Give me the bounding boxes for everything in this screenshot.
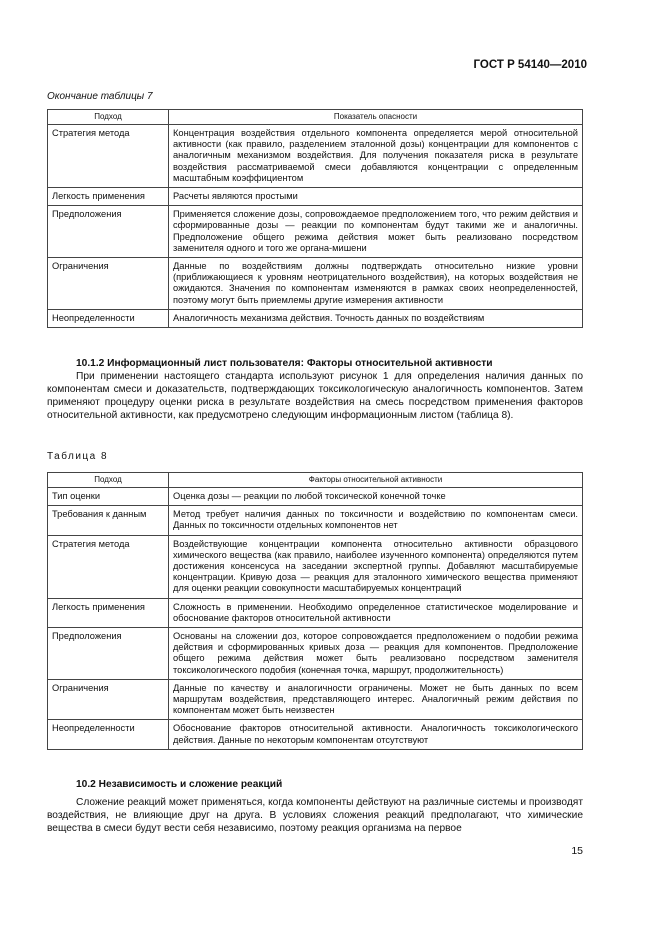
section-10-2 [47,778,583,835]
table8-caption: Таблица 8 [47,451,109,462]
table7-caption: Окончание таблицы 7 [47,91,153,102]
table-cell: Воздействующие концентрации компонента относительно активности образцового химического вещества (как правило, наиболее изученного компонента) определяются путем достижения консенсуса на заседании экспертной группы. Добавляют масштабируемые концентрации. Кривую доза — реакция для эталонного химического вещества применяют для оценки реакции совокупности масштабируемых концентраций [169,535,583,598]
table-cell: Аналогичность механизма действия. Точность данных по воздействиям [169,309,583,327]
table-cell: Ограничения [48,258,169,310]
table-row [48,488,583,506]
table-row [48,720,583,749]
table7 [47,109,583,328]
table8 [47,472,583,750]
table-row [48,535,583,598]
table-cell: Неопределенности [48,309,169,327]
table-cell: Применяется сложение дозы, сопровождаемое предположением того, что режим действия и сформированные дозы — реакции по компонентам будут такими же и аналогичны. Предположение общего режима действия может быть реализовано посредством заменителя одного и того же органа-мишени [169,206,583,258]
table-cell: Расчеты являются простыми [169,188,583,206]
table-row [48,598,583,627]
table-cell: Обоснование факторов относительной активности. Аналогичность токсикологического действия. Данные по некоторым компонентам отсутствуют [169,720,583,749]
table-cell: Стратегия метода [48,125,169,188]
table-row [48,206,583,258]
table-row [48,125,583,188]
column-header: Факторы относительной активности [169,473,583,488]
table-cell: Концентрация воздействия отдельного компонента определяется мерой относительной активности (как правило, разделением эталонной дозы) концентрации для компонентов с аналогичным механизмом воздействия. Для получения показателя риска в результате воздействия рассматриваемой смеси добавляются концентрации с определенным масштабным коэффициентом [169,125,583,188]
table-cell: Тип оценки [48,488,169,506]
table-cell: Данные по качеству и аналогичности ограничены. Может не быть данных по всем маршрутам воздействия, представляющего интерес. Аналогичный режим действия по компонентам может быть неизвестен [169,679,583,720]
table-row [48,506,583,535]
table-cell: Предположения [48,628,169,680]
table-cell: Стратегия метода [48,535,169,598]
table-cell: Метод требует наличия данных по токсичности и воздействию по компонентам смеси. Данных по токсичности отдельных компонентов нет [169,506,583,535]
table-cell: Основаны на сложении доз, которое сопровождается предположением о подобии режима действия и сформированных кривых доза — реакция для компонентов. Предположение общего режима действия может быть реализовано посредством заменителя токсикологического подобия (конечная точка, маршрут, продолжительность) [169,628,583,680]
table-cell: Легкость применения [48,188,169,206]
table-cell: Неопределенности [48,720,169,749]
table-row [48,188,583,206]
table-cell: Требования к данным [48,506,169,535]
column-header: Подход [48,110,169,125]
table-cell: Данные по воздействиям должны подтверждать относительно низкие уровни (приближающиеся к уровням неотрицательного воздействия), на которых воздействия не ожидаются. Значения по компонентам изменяются в рамках своих неопределенностей, поэтому могут быть приемлемы другие измерения активности [169,258,583,310]
table-cell: Ограничения [48,679,169,720]
section-heading: 10.1.2 Информационный лист пользователя: Факторы относительной активности [76,358,493,369]
table-cell: Сложность в применении. Необходимо определенное статистическое моделирование и обоснование факторов относительной активности [169,598,583,627]
column-header: Показатель опасности [169,110,583,125]
column-header: Подход [48,473,169,488]
table-cell: Легкость применения [48,598,169,627]
section-10-1-2 [47,357,583,422]
table-cell: Предположения [48,206,169,258]
table-row [48,258,583,310]
document-code: ГОСТ Р 54140—2010 [473,59,587,71]
table-row [48,679,583,720]
section-paragraph: Сложение реакций может применяться, когда компоненты действуют на различные системы и производят воздействия, не влияющие друг на друга. В условиях сложения реакций предполагают, что химические вещества в смеси будут вести себя независимо, поэтому реакция организма на первое [47,797,583,834]
table-cell: Оценка дозы — реакции по любой токсической конечной точке [169,488,583,506]
table-header-row [48,110,583,125]
section-paragraph: При применении настоящего стандарта используют рисунок 1 для определения наличия данных по компонентам смеси и доказательств, подтверждающих токсикологическую аналогичность компонентов. Затем применяют процедуру оценки риска в результате воздействия на смесь посредством применения факторов относительной активности, как предусмотрено следующим информационным листом (таблица 8). [47,371,583,421]
table-row [48,309,583,327]
section-heading: 10.2 Независимость и сложение реакций [76,779,283,790]
table-header-row [48,473,583,488]
page-number: 15 [571,845,583,857]
table-row [48,628,583,680]
